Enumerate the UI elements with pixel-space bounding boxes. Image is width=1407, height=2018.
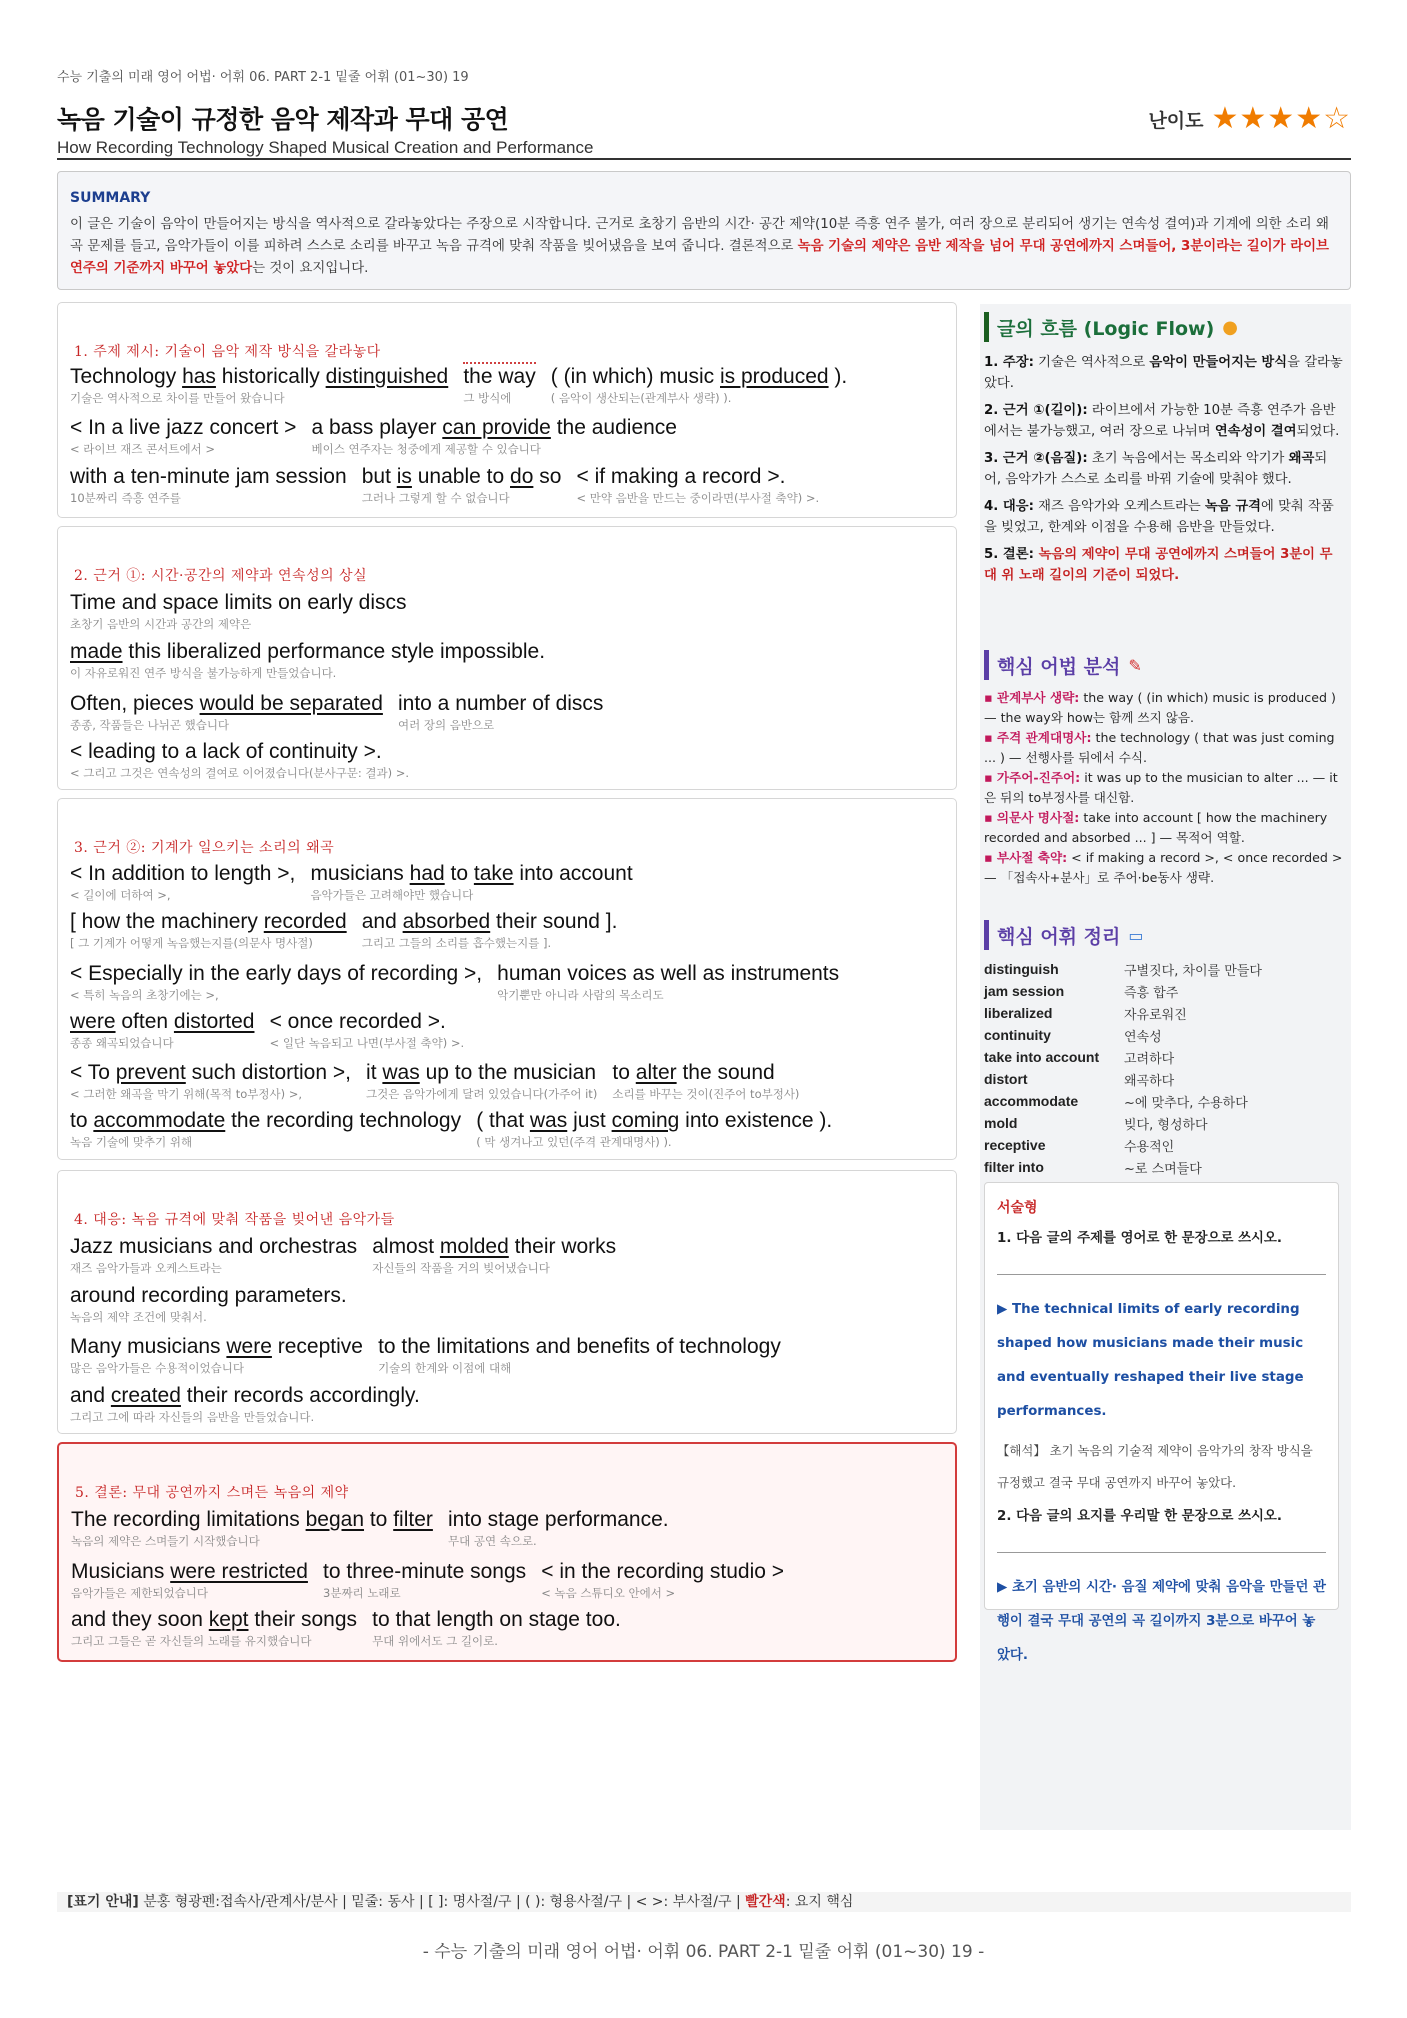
book-header: 수능 기출의 미래 영어 어법· 어휘 06. PART 2-1 밑줄 어휘 (01~30) 19 <box>57 70 469 85</box>
grammar-item: ▪ 가주어-진주어: it was up to the musician to alter ... — it은 뒤의 to부정사를 대신함. <box>984 770 1338 805</box>
vocab-row: take into account 고려하다 <box>984 1049 1175 1067</box>
phrase: ( (in which) music is produced ). ( 음악이 생산되는(관계부사 생략) ). <box>550 365 848 405</box>
heading-bar <box>984 920 989 950</box>
phrase: < To prevent such distortion >, < 그러한 왜곡을 막기 위해(목적 to부정사) >, <box>70 1061 351 1101</box>
sentence-line <box>70 910 627 951</box>
phrase: < if making a record >. < 만약 음반을 만드는 중이라면(부사절 축약) >. <box>576 465 820 505</box>
sentence-line <box>71 1560 794 1601</box>
quiz-heading: 서술형 <box>997 1200 1038 1216</box>
sentence-line <box>70 640 555 681</box>
phrase: the way 그 방식에 <box>463 365 535 406</box>
phrase: made this liberalized performance style impossible. 이 자유로워진 연주 방식을 불가능하게 만들었습니다. <box>70 640 546 680</box>
sentence-line <box>71 1508 679 1549</box>
phrase: human voices as well as instruments 악기뿐만 아니라 사람의 목소리도 <box>497 962 840 1002</box>
vocab-row: filter into ~로 스며들다 <box>984 1159 1202 1177</box>
summary-text-b: 는 것이 요지입니다. <box>252 261 369 276</box>
section-4-title: 4. 대응: 녹음 규격에 맞춰 작품을 빚어낸 음악가들 <box>74 1212 395 1228</box>
phrase: ( that was just coming into existence ). ( 막 생겨나고 있던(주격 관계대명사) ). <box>476 1109 833 1149</box>
legend-text: 분홍 형광펜:접속사/관계사/분사 | 밑줄: 동사 | [ ]: 명사절/구 | ( ): 형용사절/구 | < >: 부사절/구 | <box>138 1894 746 1910</box>
sentence-line <box>70 1010 474 1051</box>
vocab-row: distinguish 구별짓다, 차이를 만들다 <box>984 961 1262 979</box>
summary-emphasis: 녹음 기술의 제약은 음반 제작을 넘어 무대 공연에까지 스며들어, 3분이라는 길이가 라이브 연주의 기준까지 바꾸어 놓았다 <box>70 239 1329 276</box>
sidebar <box>980 304 1351 1830</box>
grammar-title: 핵심 어법 분석 <box>997 655 1121 678</box>
page-footer: - 수능 기출의 미래 영어 어법· 어휘 06. PART 2-1 밑줄 어휘 (01~30) 19 - <box>422 1942 985 1962</box>
grammar-item: ▪ 관계부사 생략: the way ( (in which) music is produced ) — the way와 how는 함께 쓰지 않음. <box>984 690 1336 725</box>
vocab-row: jam session 즉흥 합주 <box>984 983 1179 1001</box>
vocab-row: receptive 수용적인 <box>984 1137 1175 1155</box>
phrase: and absorbed their sound ]. 그리고 그들의 소리를 흡수했는지를 ]. <box>361 910 618 950</box>
phrase: into stage performance. 무대 공연 속으로. <box>447 1508 669 1548</box>
book-icon: ▭ <box>1128 925 1144 945</box>
phrase: around recording parameters. 녹음의 제약 조건에 맞춰서. <box>70 1284 347 1324</box>
quiz-answer-2: ▶ 초기 음반의 시간· 음질 제약에 맞춰 음악을 만들던 관행이 결국 무대 공연의 곡 길이까지 3분으로 바꾸어 놓았다. <box>997 1580 1326 1663</box>
section-1-title: 1. 주제 제시: 기술이 음악 제작 방식을 갈라놓다 <box>74 344 381 360</box>
flow-item: 2. 근거 ①(길이): 라이브에서 가능한 10분 즉흥 연주가 음반에서는 불가능했고, 여러 장으로 나뉘며 연속성이 결여되었다. <box>984 403 1340 439</box>
star-icon: ★★★★☆ <box>1211 101 1351 136</box>
sentence-line <box>70 591 417 632</box>
phrase: to three-minute songs 3분짜리 노래로 <box>323 1560 527 1600</box>
section-5-title: 5. 결론: 무대 공연까지 스며든 녹음의 제약 <box>75 1485 349 1501</box>
sentence-line <box>70 1335 791 1376</box>
phrase: < In a live jazz concert > < 라이브 재즈 콘서트에서 > <box>70 416 297 456</box>
phrase: it was up to the musician 그것은 음악가에게 달려 있었습니다(가주어 it) <box>366 1061 598 1101</box>
phrase: [ how the machinery recorded [ 그 기계가 어떻게 녹음했는지를(의문사 명사절) <box>70 910 347 950</box>
phrase: and they soon kept their songs 그리고 그들은 곧 자신들의 노래를 유지했습니다 <box>71 1608 358 1648</box>
sentence-line <box>70 365 857 406</box>
phrase: to that length on stage too. 무대 위에서도 그 길이로. <box>372 1608 621 1648</box>
flow-item: 4. 대응: 재즈 음악가와 오케스트라는 녹음 규격에 맞춰 작품을 빚었고, 한계와 이점을 수용해 음반을 만들었다. <box>984 499 1334 535</box>
title-divider <box>57 158 1351 160</box>
section-4-box <box>57 1170 957 1434</box>
vocab-row: distort 왜곡하다 <box>984 1071 1175 1089</box>
legend-red: 빨간색 <box>745 1894 786 1910</box>
difficulty-label: 난이도 <box>1148 109 1204 132</box>
vocab-title: 핵심 어휘 정리 <box>997 925 1121 948</box>
phrase: to accommodate the recording technology 녹음 기술에 맞추기 위해 <box>70 1109 462 1149</box>
phrase: to alter the sound 소리를 바꾸는 것이(진주어 to부정사) <box>612 1061 800 1101</box>
sentence-line <box>71 1608 631 1649</box>
quiz-box <box>984 1182 1339 1663</box>
grammar-item: ▪ 의문사 명사절: take into account [ how the machinery recorded and absorbed ... ] — 목적어 역할. <box>984 810 1328 845</box>
phrase: were often distorted 종종 왜곡되었습니다 <box>70 1010 255 1050</box>
legend-bar <box>57 1892 1351 1912</box>
flow-item: 3. 근거 ②(음질): 초기 녹음에서는 목소리와 악기가 왜곡되어, 음악가가 스스로 소리를 바꿔 기술에 맞춰야 했다. <box>984 451 1328 487</box>
summary-text <box>70 214 1338 280</box>
phrase: musicians had to take into account 음악가들은 고려해야만 했습니다 <box>310 862 633 902</box>
phrase: < once recorded >. < 일단 녹음되고 나면(부사절 축약) >. <box>269 1010 465 1050</box>
phrase: a bass player can provide the audience 베이스 연주자는 청중에게 제공할 수 있습니다 <box>311 416 677 456</box>
flow-item-conclusion: 5. 결론: 녹음의 제약이 무대 공연에까지 스며들어 3분이 무대 위 노래 길이의 기준이 되었다. <box>984 547 1333 583</box>
section-3-box <box>57 798 957 1160</box>
pin-icon: ✎ <box>1128 655 1142 675</box>
phrase: < Especially in the early days of recording >, < 특히 녹음의 초창기에는 >, <box>70 962 483 1002</box>
grammar-item: ▪ 주격 관계대명사: the technology ( that was just coming ... ) — 선행사를 뒤에서 수식. <box>984 730 1335 765</box>
phrase: almost molded their works 자신들의 작품을 거의 빚어냈습니다 <box>372 1235 617 1275</box>
phrase: < leading to a lack of continuity >. < 그리고 그것은 연속성의 결여로 이어졌습니다(분사구문: 결과) >. <box>70 740 410 780</box>
section-3-title: 3. 근거 ②: 기계가 일으키는 소리의 왜곡 <box>74 840 335 856</box>
phrase: Many musicians were receptive 많은 음악가들은 수용적이었습니다 <box>70 1335 363 1375</box>
phrase: < in the recording studio > < 녹음 스튜디오 안에서 > <box>541 1560 785 1600</box>
sentence-line <box>70 962 849 1003</box>
sentence-line <box>70 862 643 903</box>
phrase: The recording limitations began to filter 녹음의 제약은 스며들기 시작했습니다 <box>71 1508 433 1548</box>
grammar-item: ▪ 부사절 축약: < if making a record >, < once recorded > — 「접속사+분사」로 주어·be동사 생략. <box>984 850 1343 885</box>
heading-bar <box>984 650 989 680</box>
answer-line <box>997 1274 1326 1275</box>
logic-flow-list <box>984 352 1344 586</box>
section-2-title: 2. 근거 ①: 시간·공간의 제약과 연속성의 상실 <box>74 568 368 584</box>
phrase: Technology has historically distinguished 기술은 역사적으로 차이를 만들어 왔습니다 <box>70 365 449 405</box>
flow-heading <box>984 312 1238 342</box>
summary-heading: SUMMARY <box>70 190 151 206</box>
difficulty-rating <box>1148 101 1351 136</box>
sentence-line <box>70 1109 842 1150</box>
legend-tail: : 요지 핵심 <box>785 1894 854 1910</box>
section-5-box <box>57 1442 957 1662</box>
phrase: and created their records accordingly. 그리고 그에 따라 자신들의 음반을 만들었습니다. <box>70 1384 420 1424</box>
summary-text-a: 이 글은 기술이 음악이 만들어지는 방식을 역사적으로 갈라놓았다는 주장으로 시작합니다. 근거로 초창기 음반의 시간· 공간 제약(10분 즉흥 연주 불가, 여러 장으로 분리되어 생기는 연속성 결여)과 기계에 의한 소리 왜곡 문제를 들고, 음악가들이 이를 피하려 스스로 소리를 바꾸고 녹음 규격에 맞춰 작품을 빚어냈음을 보여 줍니다. 결론적으로 <box>70 217 1329 254</box>
vocab-row: mold 빚다, 형성하다 <box>984 1115 1208 1133</box>
phrase: but is unable to do so 그러나 그렇게 할 수 없습니다 <box>361 465 562 505</box>
quiz-question-1: 1. 다음 글의 주제를 영어로 한 문장으로 쓰시오. <box>997 1231 1282 1246</box>
section-1-box <box>57 302 957 518</box>
legend-label: [표기 안내] <box>67 1894 139 1910</box>
phrase: Jazz musicians and orchestras 재즈 음악가들과 오케스트라는 <box>70 1235 358 1275</box>
sentence-line <box>70 1235 626 1276</box>
phrase: Time and space limits on early discs 초창기 음반의 시간과 공간의 제약은 <box>70 591 407 631</box>
vocab-heading <box>984 920 1143 950</box>
grammar-list <box>984 688 1344 888</box>
lightbulb-icon: ● <box>1222 316 1238 338</box>
sentence-line <box>70 416 687 457</box>
sentence-line <box>70 1384 430 1425</box>
quiz-explanation: 【해석】 초기 녹음의 기술적 제약이 음악가의 창작 방식을 규정했고 결국 무대 공연까지 바꾸어 놓았다. <box>997 1443 1313 1490</box>
sentence-line <box>70 1284 357 1325</box>
phrase: into a number of discs 여러 장의 음반으로 <box>397 692 604 732</box>
flow-title: 글의 흐름 (Logic Flow) <box>997 317 1215 340</box>
vocab-row: liberalized 자유로워진 <box>984 1005 1187 1023</box>
phrase: to the limitations and benefits of technology 기술의 한계와 이점에 대해 <box>378 1335 781 1375</box>
page-subtitle: How Recording Technology Shaped Musical Creation and Performance <box>57 138 594 157</box>
vocab-row: continuity 연속성 <box>984 1027 1162 1045</box>
grammar-heading <box>984 650 1142 680</box>
quiz-answer-1: ▶ The technical limits of early recording shaped how musicians made their music and eventually reshaped their live stage performances. <box>997 1302 1304 1419</box>
phrase: Musicians were restricted 음악가들은 제한되었습니다 <box>71 1560 308 1600</box>
heading-bar <box>984 312 989 342</box>
summary-box <box>57 171 1351 290</box>
page-title: 녹음 기술이 규정한 음악 제작과 무대 공연 <box>57 105 509 134</box>
vocab-list <box>984 958 1344 1178</box>
phrase: with a ten-minute jam session 10분짜리 즉흥 연주를 <box>70 465 347 505</box>
flow-item: 1. 주장: 기술은 역사적으로 음악이 만들어지는 방식을 갈라놓았다. <box>984 355 1343 391</box>
answer-line <box>997 1552 1326 1553</box>
quiz-question-2: 2. 다음 글의 요지를 우리말 한 문장으로 쓰시오. <box>997 1509 1282 1524</box>
phrase: Often, pieces would be separated 종종, 작품들은 나뉘곤 했습니다 <box>70 692 383 732</box>
sentence-line <box>70 692 613 733</box>
sentence-line <box>70 465 829 506</box>
sentence-line <box>70 1061 809 1102</box>
section-2-box <box>57 526 957 790</box>
vocab-row: accommodate ~에 맞추다, 수용하다 <box>984 1093 1248 1111</box>
phrase: < In addition to length >, < 길이에 더하여 >, <box>70 862 296 902</box>
sentence-line <box>70 740 419 781</box>
